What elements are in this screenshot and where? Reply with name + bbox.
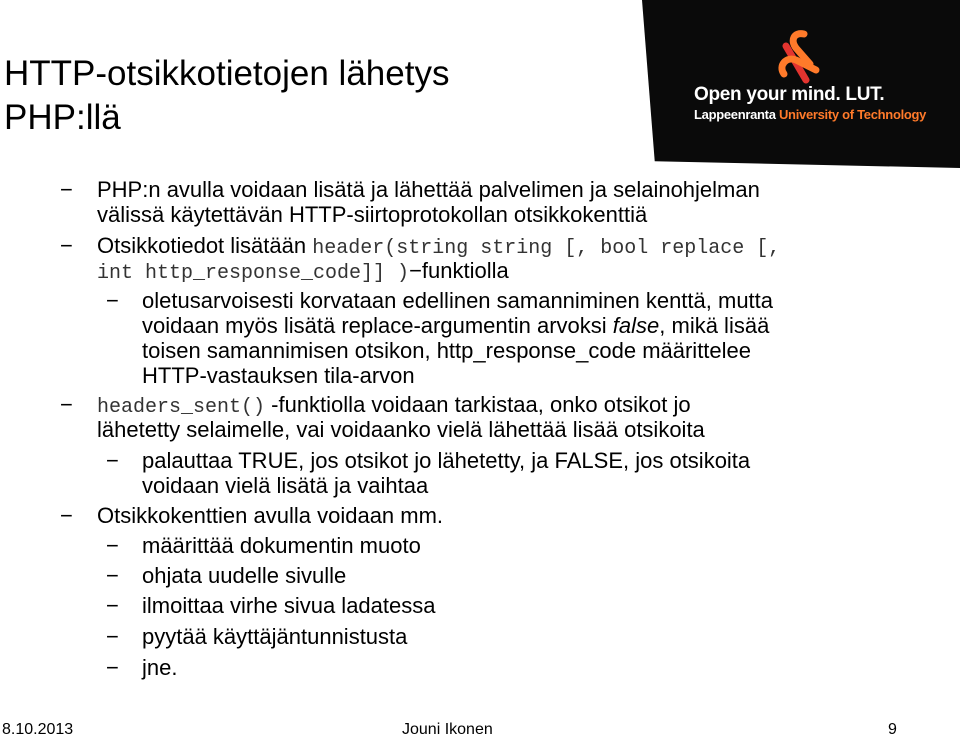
subbullet-dash: − <box>106 624 119 649</box>
bullet2-line1 <box>97 233 780 261</box>
slide-title-line1: HTTP-otsikkotietojen lähetys <box>4 54 450 93</box>
bullet2-code-cont: int http_response_code]] ) <box>97 262 410 285</box>
bullet-dash: − <box>60 233 73 258</box>
subbullet2-line1: oletusarvoisesti korvataan edellinen samanniminen kenttä, mutta <box>142 288 774 313</box>
subbullet-dash: − <box>106 288 119 313</box>
bullet-dash: − <box>60 392 73 417</box>
subbullet3-line2: voidaan vielä lisätä ja vaihtaa <box>142 473 429 498</box>
subbullet-dash: − <box>106 655 119 680</box>
subbullet2-line2 <box>142 313 769 338</box>
logo-university <box>694 107 926 122</box>
bullet3-code: headers_sent() <box>97 396 266 419</box>
footer-author: Jouni Ikonen <box>402 721 493 738</box>
subbullet2-text-b: , mikä lisää <box>659 313 770 338</box>
slide-title-line2: PHP:llä <box>4 98 121 137</box>
subbullet2-false: false <box>612 313 660 338</box>
bullet-dash: − <box>60 177 73 202</box>
bullet2-text: Otsikkotiedot lisätään <box>97 233 313 258</box>
footer-page-number: 9 <box>888 721 897 738</box>
subbullet-dash: − <box>106 448 119 473</box>
logo-slogan: Open your mind. LUT. <box>694 84 885 105</box>
subbullet4-item: jne. <box>142 655 178 680</box>
subbullet2-line3: toisen samannimisen otsikon, http_response_code määrittelee <box>142 338 752 363</box>
subbullet4-item: ilmoittaa virhe sivua ladatessa <box>142 593 436 618</box>
bullet4-line1: Otsikkokenttien avulla voidaan mm. <box>97 503 444 528</box>
subbullet-dash: − <box>106 563 119 588</box>
footer-date: 8.10.2013 <box>2 721 74 738</box>
ampersand-logo-icon <box>776 30 822 84</box>
bullet1-line2: välissä käytettävän HTTP-siirtoprotokollan otsikkokenttiä <box>97 202 648 227</box>
subbullet4-item: ohjata uudelle sivulle <box>142 563 347 588</box>
bullet3-line1 <box>97 392 691 420</box>
subbullet-dash: − <box>106 533 119 558</box>
slide-title <box>4 52 449 140</box>
subbullet4-item: määrittää dokumentin muoto <box>142 533 421 558</box>
subbullet-dash: − <box>106 593 119 618</box>
bullet3-text: -funktiolla voidaan tarkistaa, onko otsikot jo <box>265 392 691 417</box>
bullet2-line2 <box>97 258 509 286</box>
bullet3-line2: lähetetty selaimelle, vai voidaanko vielä lähettää lisää otsikoita <box>97 417 705 442</box>
subbullet4-item: pyytää käyttäjäntunnistusta <box>142 624 408 649</box>
bullet1-line1: PHP:n avulla voidaan lisätä ja lähettää palvelimen ja selainohjelman <box>97 177 760 202</box>
subbullet2-line4: HTTP-vastauksen tila-arvon <box>142 363 415 388</box>
bullet-dash: − <box>60 503 73 528</box>
subbullet2-text-a: voidaan myös lisätä replace-argumentin arvoksi <box>142 313 613 338</box>
logo-university-part2: University of Technology <box>778 107 927 122</box>
subbullet3-line1: palauttaa TRUE, jos otsikot jo lähetetty, ja FALSE, jos otsikoita <box>142 448 751 473</box>
bullet2-suffix: −funktiolla <box>409 258 509 283</box>
bullet2-code: header(string string [, bool replace [, <box>312 237 781 260</box>
logo-university-part1: Lappeenranta <box>694 107 779 122</box>
